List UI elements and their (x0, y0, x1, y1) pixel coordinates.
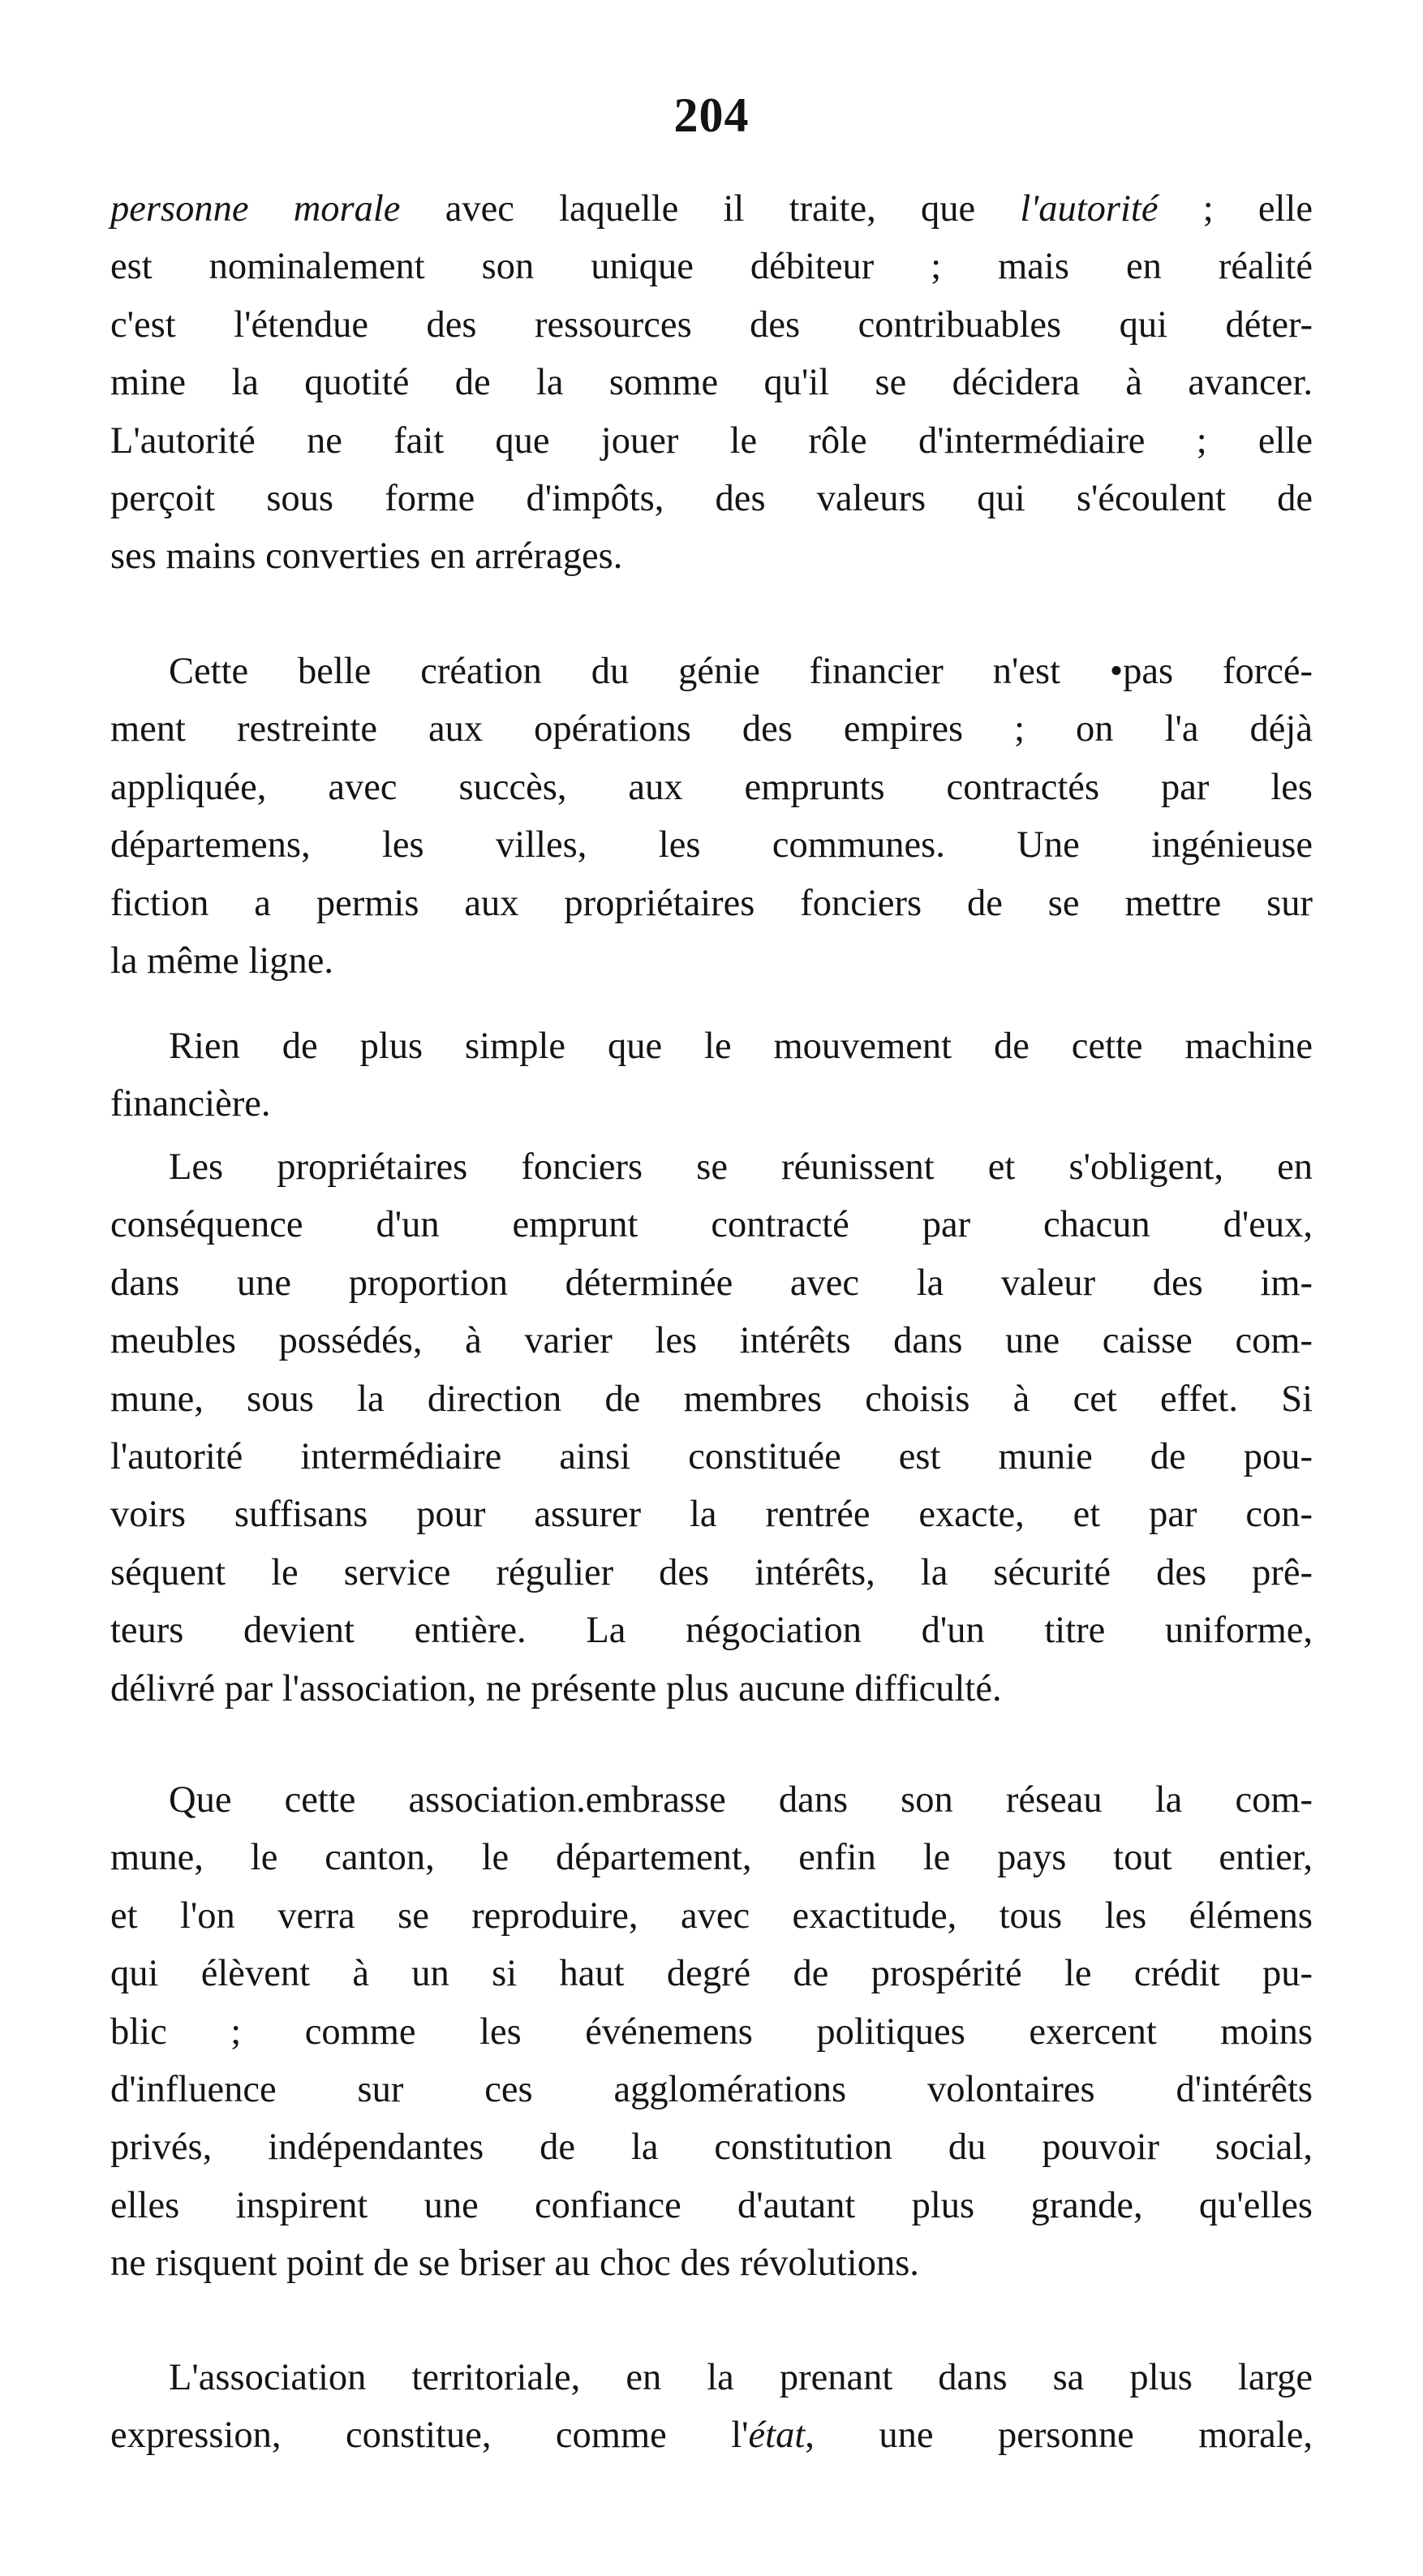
text-line: la même ligne. (110, 940, 334, 983)
text-line: L'association territoriale, en la prenant dans sa plus large (169, 2357, 1313, 2398)
text-line: séquent le service régulier des intérêts, la sécurité des prê- (110, 1551, 1313, 1593)
paragraph (110, 180, 1313, 586)
text-line: c'est l'étendue des ressources des contribuables qui déter- (110, 303, 1313, 346)
text-line: teurs devient entière. La négociation d'un titre uniforme, (110, 1610, 1313, 1652)
text-line: d'influence sur ces agglomérations volontaires d'intérêts (110, 2069, 1313, 2111)
text-line: voirs suffisans pour assurer la rentrée exacte, et par con- (110, 1494, 1313, 1536)
text-line: personne morale avec laquelle il traite, que l'autorité ; elle (110, 188, 1313, 230)
text-line: et l'on verra se reproduire, avec exactitude, tous les élémens (110, 1894, 1313, 1937)
paragraph (110, 2349, 1313, 2465)
paragraph (110, 1017, 1313, 1133)
paragraph (110, 1771, 1313, 2293)
text-line: mine la quotité de la somme qu'il se décidera à avancer. (110, 362, 1313, 404)
text-line: expression, constitue, comme l'état, une personne morale, (110, 2415, 1313, 2457)
paragraph (110, 1138, 1313, 1718)
text-line: Les propriétaires fonciers se réunissent et s'obligent, en (169, 1146, 1313, 1188)
text-line: perçoit sous forme d'impôts, des valeurs qui s'écoulent de (110, 478, 1313, 520)
text-line: délivré par l'association, ne présente plus aucune difficulté. (110, 1667, 1002, 1709)
text-line: départemens, les villes, les communes. Une ingénieuse (110, 824, 1313, 867)
text-line: ment restreinte aux opérations des empires ; on l'a déjà (110, 708, 1313, 750)
text-line: qui élèvent à un si haut degré de prospérité le crédit pu- (110, 1953, 1313, 1995)
text-line: ne risquent point de se briser au choc des révolutions. (110, 2243, 919, 2285)
text-line: conséquence d'un emprunt contracté par chacun d'eux, (110, 1204, 1313, 1246)
text-line: dans une proportion déterminée avec la valeur des im- (110, 1262, 1313, 1304)
text-line: privés, indépendantes de la constitution du pouvoir social, (110, 2127, 1313, 2169)
text-line: financière. (110, 1083, 271, 1125)
paragraph (110, 643, 1313, 990)
text-line: L'autorité ne fait que jouer le rôle d'intermédiaire ; elle (110, 419, 1313, 462)
text-line: Rien de plus simple que le mouvement de cette machine (169, 1026, 1313, 1067)
text-line: l'autorité intermédiaire ainsi constituée est munie de pou- (110, 1436, 1313, 1478)
text-line: ses mains converties en arrérages. (110, 535, 623, 578)
text-line: est nominalement son unique débiteur ; mais en réalité (110, 246, 1313, 288)
page-number: 204 (673, 88, 750, 142)
text-line: Cette belle création du génie financier n'est •pas forcé- (169, 651, 1313, 692)
text-line: mune, sous la direction de membres choisis à cet effet. Si (110, 1378, 1313, 1420)
text-line: fiction a permis aux propriétaires fonciers de se mettre sur (110, 882, 1313, 924)
text-line: mune, le canton, le département, enfin le pays tout entier, (110, 1837, 1313, 1879)
text-line: Que cette association.embrasse dans son réseau la com- (169, 1779, 1313, 1821)
text-line: meubles possédés, à varier les intérêts dans une caisse com- (110, 1320, 1313, 1362)
text-line: blic ; comme les événemens politiques exercent moins (110, 2010, 1313, 2053)
text-line: appliquée, avec succès, aux emprunts contractés par les (110, 766, 1313, 808)
text-line: elles inspirent une confiance d'autant plus grande, qu'elles (110, 2184, 1313, 2226)
